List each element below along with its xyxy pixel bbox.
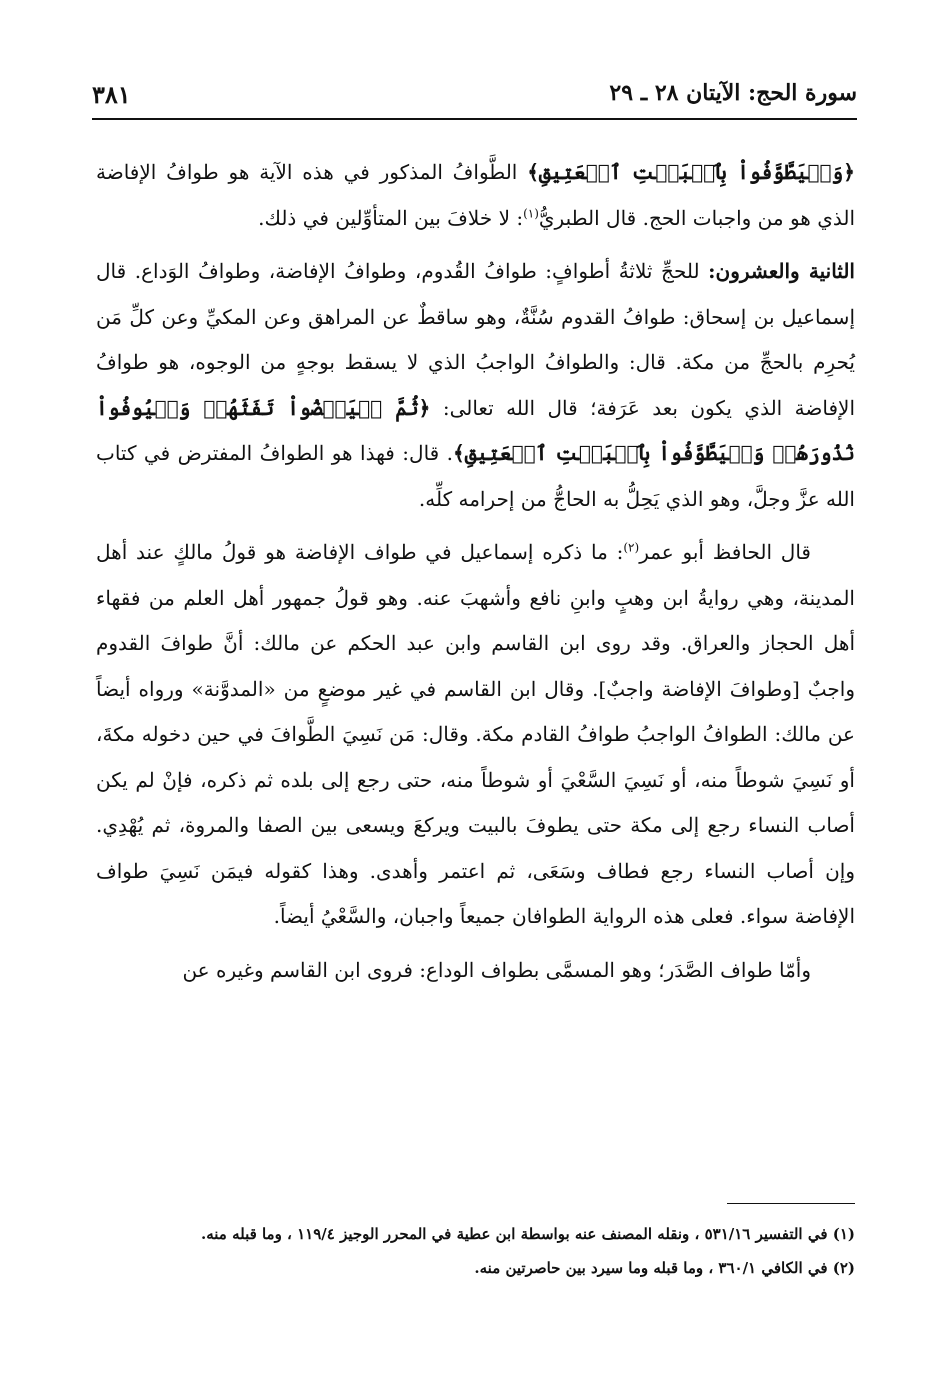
quran-verse: ﴿ثُمَّ لۡيَقۡضُواْ تَفَثَهُمۡ وَلۡيُوفُواْ نُذُورَهُمۡ وَلۡيَطَّوَّفُواْ بِٱلۡبَيۡتِ ٱلۡعَتِيقِ﴾ [96,395,855,465]
paragraph-text: . قال: فهذا هو الطوافُ المفترض في كتاب الله عزَّ وجلَّ، وهو الذي يَحِلُّ به الحاجُّ من إحرامه كلِّه. [96,441,855,511]
footnotes [96,1222,855,1290]
footnote-marker: (٢) [623,540,640,555]
paragraph-text: قال الحافظ أبو عمر [639,540,811,564]
footnote-1: (١) في التفسير ٥٣١/١٦ ، ونقله المصنف عنه بواسطة ابن عطية في المحرر الوجيز ١١٩/٤ ، وما قبله منه. [201,1225,855,1243]
paragraph-text: الطَّوافُ المذكور في هذه الآية هو طوافُ الإفاضة الذي هو من واجبات الحج. قال الطبريُّ [96,160,855,230]
paragraph-text: وأمّا طواف الصَّدَر؛ وهو المسمَّى بطواف الوداع: فروى ابن القاسم وغيره عن [182,957,811,982]
paragraph-text: للحجِّ ثلاثةُ أطوافٍ: طوافُ القُدوم، وطوافُ الإفاضة، وطوافُ الوَداع. قال إسماعيل بن إسحاق: طوافُ القدوم سُنَّةٌ، وهو ساقطٌ عن المراهق وعن المكيِّ وعن كلِّ مَن يُحرِم بالحجِّ من مكة. قال: والطوافُ الواجبُ الذي لا يسقط بوجهٍ من الوجوه، هو طوافُ الإفاضة الذي يكون بعد عَرَفة؛ قال الله تعالى: [96,259,856,420]
footnote-marker: (١) [523,205,539,220]
paragraph-text: : ما ذكره إسماعيل في طواف الإفاضة هو قولُ مالكٍ عند أهل المدينة، وهي روايةُ ابن وهبٍ وابنِ نافع وأشهبَ عنه. وهو قولُ جمهور أهل العلم من فقهاء أهل الحجاز والعراق. وقد روى ابن القاسم وابن عبد الحكم عن مالك: أنَّ طوافَ القدوم واجبٌ [وطوافَ الإفاضة واجبٌ]. وقال ابن القاسم في غير موضعٍ من «المدوَّنة» ورواه أيضاً عن مالك: الطوافُ الواجبُ طوافُ القادم مكة. وقال: مَن نَسِيَ الطَّوافَ في حين دخوله مكةَ، أو نَسِيَ شوطاً منه، أو نَسِيَ السَّعْيَ أو شوطاً منه، حتى رجع إلى بلده ثم ذكره، فإنْ لم يكن أصاب النساء رجع إلى مكة حتى يطوفَ بالبيت ويركعَ ويسعى بين الصفا والمروة، ثم يُهْدِي. وإن أصاب النساء رجع فطاف وسَعَى، ثم اعتمر وأهدى. وهذا كقوله فيمَن نَسِيَ طواف الإفاضة سواء. فعلى هذه الرواية الطوافان جميعاً واجبان، والسَّعْيُ أيضاً. [96,540,855,928]
section-heading: الثانية والعشرون: [708,259,855,283]
footnote-separator [727,1203,855,1204]
paragraph-4 [96,948,855,994]
page-number: ٣٨١ [92,80,131,109]
header-rule [92,118,857,120]
paragraph-3 [96,530,855,940]
footnote-2: (٢) في الكافي ٣٦٠/١ ، وما قبله وما سيرد بين حاصرتين منه. [474,1259,855,1277]
paragraph-text: : لا خلافَ بين المتأوِّلين في ذلك. [258,205,524,230]
paragraph-1 [96,150,855,241]
running-header [92,76,857,114]
paragraph-2 [96,249,855,522]
chapter-title: سورة الحج: الآيتان ٢٨ ـ ٢٩ [609,80,857,106]
quran-verse: ﴿وَلۡيَطَّوَّفُواْ بِٱلۡبَيۡتِ ٱلۡعَتِيقِ﴾ [527,160,855,184]
main-text [96,150,855,993]
